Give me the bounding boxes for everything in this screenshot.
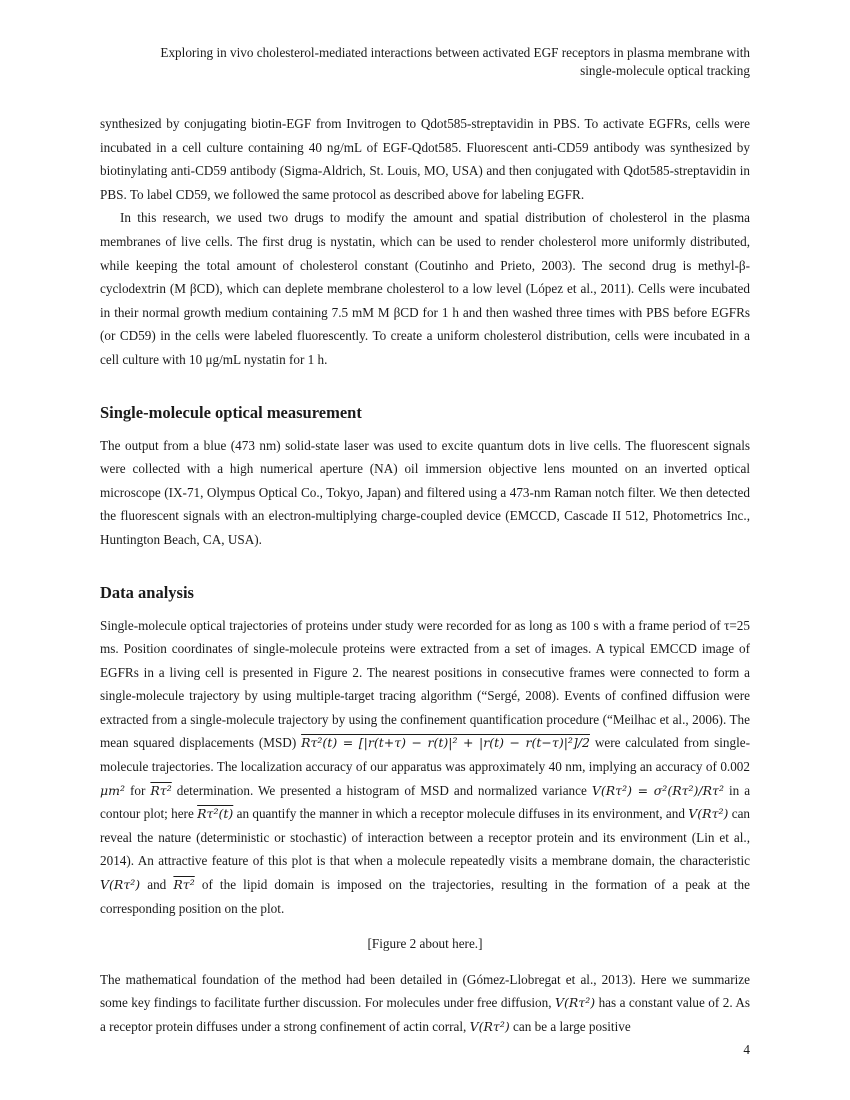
text-run: determination. We presented a histogram of MSD and normalized variance [176,782,587,798]
text-run: has a constant value of 2. As a receptor protein diffuses under a strong confinement of actin corral, [100,995,750,1034]
paragraph-labeling: synthesized by conjugating biotin-EGF from Invitrogen to Qdot585-streptavidin in PBS. To activate EGFRs, cells were incubated in a cell culture containing 40 ng/mL of EGF-Qdot585. Fluorescent anti-CD59 antibody was synthesized by biotinylating anti-CD59 antibody (Sigma-Aldrich, St. Louis, MO, USA) and then conjugated with Qdot585-streptavidin in PBS. To label CD59, we followed the same protocol as described above for labeling EGFR. [100,116,750,202]
variance-equation: V(Rτ²) = σ²(Rτ²)/Rτ² [591,782,724,798]
math-variance: V(Rτ²) [554,995,596,1011]
text-run: can reveal the nature (deterministic or stochastic) of interaction between a receptor protein and its environment (Lin et al., 2014). An attractive feature of this plot is that when a molecule repeatedly visits a membrane domain, the characteristic [100,806,751,869]
math-r-tau: Rτ² [150,782,172,798]
body-text [100,112,750,1039]
text-run: in a contour plot; here [100,782,751,822]
unit-um2: μm² [100,782,125,798]
paragraph-foundation [100,968,750,1039]
math-variance: V(Rτ²) [469,1019,510,1034]
running-header-line-2: single-molecule optical tracking [580,63,750,78]
text-run: an quantify the manner in which a receptor molecule diffuses in its environment, and [236,806,685,822]
text-run: The mathematical foundation of the method had been detailed in (Gómez-Llobregat et al., 2013). Here we summarize some key findings to facilitate further discussion. For molecules under free diffusion, [100,971,750,1011]
math-r-tau-t: Rτ²(t) [197,806,234,822]
running-header-line-1: Exploring in vivo cholesterol-mediated interactions between activated EGF receptors in plasma membrane with [160,45,750,60]
figure-placeholder: [Figure 2 about here.] [367,936,483,952]
text-run: and [147,877,167,893]
text-run: for [130,782,146,798]
paper-page [100,0,750,1100]
math-r-tau: Rτ² [173,877,195,893]
paragraph-optical-measurement: The output from a blue (473 nm) solid-state laser was used to excite quantum dots in live cells. The fluorescent signals were collected with a high numerical aperture (NA) oil immersion objective lens mounted on an inverted optical microscope (IX-71, Olympus Optical Co., Tokyo, Japan) and filtered using a 473-nm Raman notch filter. We then detected the fluorescent signals with an electron-multiplying charge-coupled device (EMCCD, Cascade II 512, Photometrics Inc., Huntington Beach, CA, USA). [100,437,750,547]
text-run: of the lipid domain is imposed on the trajectories, resulting in the formation of a peak at the corresponding position on the plot. [100,877,751,916]
running-header [100,44,750,80]
paragraph-drugs: In this research, we used two drugs to modify the amount and spatial distribution of cholesterol in the plasma membranes of live cells. The first drug is nystatin, which can be used to render cholesterol more uniformly distributed, while keeping the total amount of cholesterol constant (Coutinho and Prieto, 2003). The second drug is methyl-β-cyclodextrin (M βCD), which can deplete membrane cholesterol to a low level (López et al., 2011). Cells were incubated in their normal growth medium containing 7.5 mM M βCD for 1 h and then washed three times with PBS before EGFRs (or CD59) in the cells were labeled fluorescently. To create a uniform cholesterol distribution, cells were incubated in a cell culture with 10 μg/mL nystatin for 1 h. [100,210,750,367]
text-run: Single-molecule optical trajectories of proteins under study were recorded for as long as 100 s with a frame period of τ=25 ms. Position coordinates of single-molecule proteins were extracted from a set of images. A typical EMCCD image of EGFRs in a living cell is presented in Figure 2. The nearest positions in consecutive frames were connected to form a single-molecule trajectory by using multiple-target tracing algorithm (“Sergé, 2008). Events of confined diffusion were extracted from a single-molecule trajectory by using the confinement quantification procedure (“Meilhac et al., 2006). The mean squared displacements (MSD) [100,617,750,751]
paragraph-data-analysis [100,614,750,921]
text-run: can be a large positive [513,1019,631,1034]
math-variance: V(Rτ²) [100,877,141,893]
page-number: 4 [743,1042,750,1057]
msd-equation: Rτ²(t) = [|r(t+τ) − r(t)|² + |r(t) − r(t−τ)|²]/2 [301,735,590,751]
section-heading-optical-measurement: Single-molecule optical measurement [100,402,362,422]
section-heading-data-analysis: Data analysis [100,582,194,602]
text-run: were calculated from single-molecule trajectories. The localization accuracy of our apparatus was approximately 40 nm, implying an accuracy of 0.002 [100,735,750,775]
math-variance: V(Rτ²) [688,806,729,822]
